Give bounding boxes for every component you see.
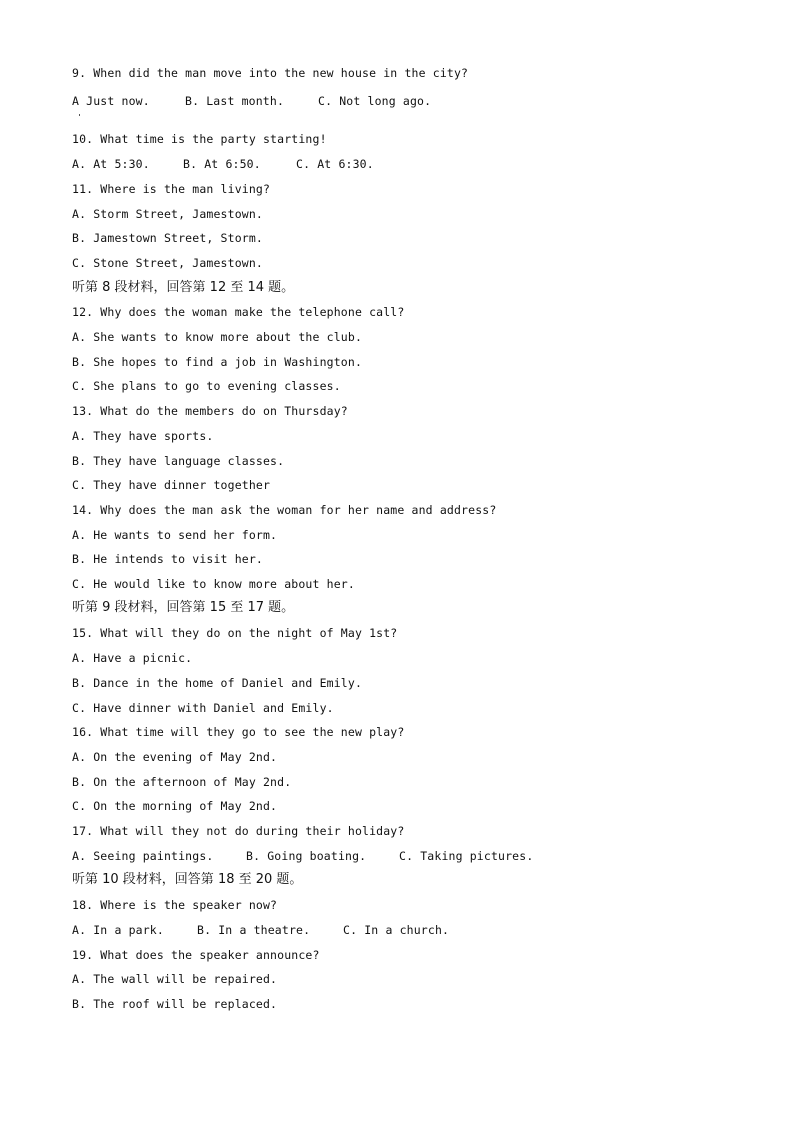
question-14: 14. Why does the man ask the woman for her name and address?: [72, 503, 497, 517]
question-13: 13. What do the members do on Thursday?: [72, 404, 348, 418]
option-19b: B. The roof will be replaced.: [72, 997, 278, 1011]
option-15a: A. Have a picnic.: [72, 651, 193, 665]
option-10c: C. At 6:30.: [296, 157, 374, 171]
option-11a: A. Storm Street, Jamestown.: [72, 207, 263, 221]
question-17: 17. What will they not do during their holiday?: [72, 824, 405, 838]
option-13b: B. They have language classes.: [72, 454, 285, 468]
option-9c: C. Not long ago.: [318, 94, 432, 108]
option-12a: A. She wants to know more about the club.: [72, 330, 363, 344]
option-17a: A. Seeing paintings.: [72, 849, 214, 863]
option-9b: B. Last month.: [185, 94, 285, 108]
question-16: 16. What time will they go to see the new play?: [72, 725, 405, 739]
question-11: 11. Where is the man living?: [72, 182, 271, 196]
option-16b: B. On the afternoon of May 2nd.: [72, 775, 292, 789]
option-11b: B. Jamestown Street, Storm.: [72, 231, 263, 245]
option-14c: C. He would like to know more about her.: [72, 577, 355, 591]
option-10a: A. At 5:30.: [72, 157, 150, 171]
options-17: [72, 848, 572, 864]
question-9: 9. When did the man move into the new house in the city?: [72, 66, 469, 80]
question-18: 18. Where is the speaker now?: [72, 898, 278, 912]
option-18c: C. In a church.: [343, 923, 450, 937]
option-11c: C. Stone Street, Jamestown.: [72, 256, 263, 270]
option-17b: B. Going boating.: [246, 849, 367, 863]
option-15c: C. Have dinner with Daniel and Emily.: [72, 701, 334, 715]
option-15b: B. Dance in the home of Daniel and Emily.: [72, 676, 363, 690]
option-16a: A. On the evening of May 2nd.: [72, 750, 278, 764]
scan-speck: [79, 114, 80, 116]
option-17c: C. Taking pictures.: [399, 849, 534, 863]
option-12c: C. She plans to go to evening classes.: [72, 379, 341, 393]
question-15: 15. What will they do on the night of May 1st?: [72, 626, 398, 640]
options-9: [72, 93, 572, 109]
option-13a: A. They have sports.: [72, 429, 214, 443]
option-16c: C. On the morning of May 2nd.: [72, 799, 278, 813]
section-9-heading: 听第 9 段材料，回答第 15 至 17 题。: [72, 600, 295, 615]
options-18: [72, 922, 572, 938]
option-19a: A. The wall will be repaired.: [72, 972, 278, 986]
question-10: 10. What time is the party starting!: [72, 132, 327, 146]
question-19: 19. What does the speaker announce?: [72, 948, 320, 962]
options-10: [72, 156, 572, 172]
option-10b: B. At 6:50.: [183, 157, 261, 171]
option-14a: A. He wants to send her form.: [72, 528, 278, 542]
option-13c: C. They have dinner together: [72, 478, 271, 492]
option-9a: A Just now.: [72, 94, 150, 108]
option-18a: A. In a park.: [72, 923, 164, 937]
section-10-heading: 听第 10 段材料，回答第 18 至 20 题。: [72, 872, 303, 887]
option-12b: B. She hopes to find a job in Washington.: [72, 355, 363, 369]
option-14b: B. He intends to visit her.: [72, 552, 263, 566]
option-18b: B. In a theatre.: [197, 923, 311, 937]
section-8-heading: 听第 8 段材料，回答第 12 至 14 题。: [72, 280, 295, 295]
question-12: 12. Why does the woman make the telephone call?: [72, 305, 405, 319]
